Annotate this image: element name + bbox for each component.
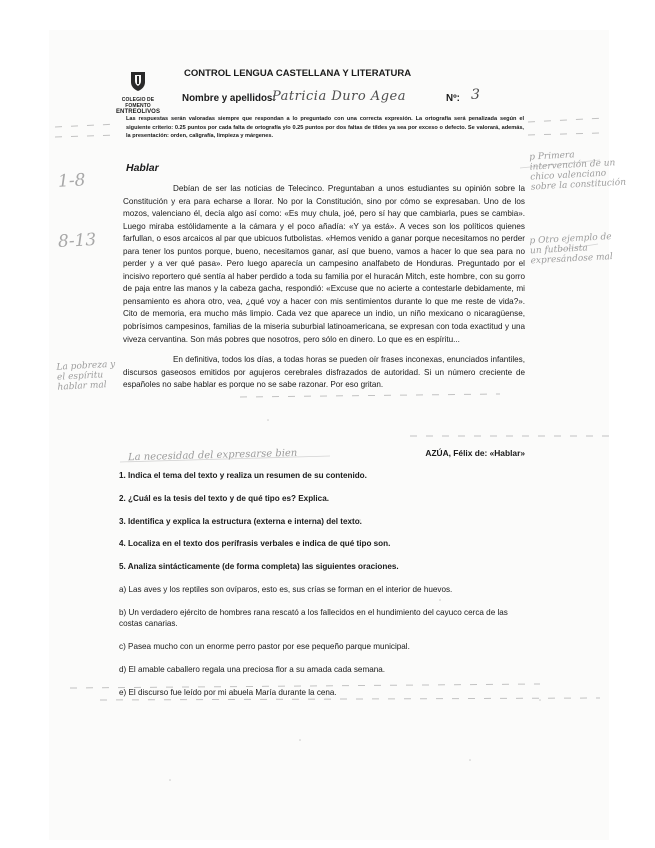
handwritten-bottom-note: La necesidad del expresarse bien [127,447,298,464]
handwritten-right-note-1: p Primera intervención de un chico valenciano sobre la constitución [529,150,627,193]
reading-passage [123,183,525,392]
passage-paragraph: En definitiva, todos los días, a todas horas se pueden oír frases inconexas, enunciados infantiles, discursos gaseosos emitidos por agujeros cerebrales disfrazados de autoridad. Si un número creciente de españoles no sabe hablar es porque no se sabe razonar. Por eso gritan. [123,355,525,390]
school-logo [112,70,164,115]
exam-title: CONTROL LENGUA CASTELLANA Y LITERATURA [184,68,412,79]
handwritten-right-note-2: p Otro ejemplo de un futbolista expresándose mal [529,232,614,267]
question-list [119,470,526,710]
exam-instructions: Las respuestas serán valoradas siempre que respondan a lo preguntado con una correcta expresión. La ortografía será penalizada según el siguiente criterio: 0.25 puntos por cada falta de ortografía y/o 0.25 puntos por dos faltas de tildes ya sea por exceso o defecto. Se valorará, además, la presentación: orden, caligrafía, limpieza y márgenes. [126,116,524,140]
handwritten-range-2: 8-13 [57,230,97,252]
question-item: 1. Indica el tema del texto y realiza un resumen de su contenido. [119,471,367,480]
student-name-handwritten: Patricia Duro Agea [272,89,406,104]
school-logo-line1: COLEGIO DE FOMENTO [121,97,155,109]
student-number-handwritten: 3 [471,87,480,103]
handwritten-range-1: 1-8 [57,170,86,192]
sentence-item: e) El discurso fue leído por mi abuela María durante la cena. [119,687,337,697]
number-label: Nº: [446,93,460,104]
name-label: Nombre y apellidos: [182,93,276,104]
question-item: 3. Identifica y explica la estructura (externa e interna) del texto. [119,516,362,526]
sentence-item: c) Pasea mucho con un enorme perro pastor por ese pequeño parque municipal. [119,641,410,651]
sentence-item: b) Un verdadero ejército de hombres rana rescató a los fallecidos en el hundimiento del cayuco cerca de las costas canarias. [119,607,508,629]
sentence-item: a) Las aves y los reptiles son ovíparos, esto es, sus crías se forman en el interior de huevos. [119,584,453,594]
school-crest-icon [127,70,149,92]
question-item: 5. Analiza sintácticamente (de forma completa) las siguientes oraciones. [119,562,399,572]
section-title: Hablar [126,162,159,174]
handwritten-left-note: La pobreza y el espíritu hablar mal [56,359,116,393]
question-item: 2. ¿Cuál es la tesis del texto y de qué tipo es? Explica. [119,493,329,503]
sentence-item: d) El amable caballero regala una preciosa flor a su amada cada semana. [119,664,386,674]
school-logo-line2: ENTREOLIVOS [115,109,161,115]
passage-paragraph: Debían de ser las noticias de Telecinco. Preguntaban a unos estudiantes su opinión sobre la Constitución y era para echarse a llorar. No por la Constitución, sino por cómo se expresaban. Uno de los mozos, valenciano él, decía algo así como: «Es muy chula, joé, pero sí hay que cambiarla, pues se cambia». Luego miraba estólidamente a la cámara y el poco añadía: «Y ya está». A veces son los políticos quienes farfullan, o esos arcaicos al par que ubicuos futbolistas. «Hemos venido a ganar porque necesitamos no perder para tener los puntos porque, bueno, necesitamos ganar, así que bueno, vamos a hacer lo que sea para no perder y a ver qué pasa». Pero luego aparecía un campesino analfabeto de Honduras. Preguntado por el incisivo reportero qué sentía al haber perdido a toda su familia por el huracán Mitch, este hombre, con su gorro de paja entre las manos y la cabeza gacha, respondió: «Excuse que no acierte a contestarle debidamente, mi pensamiento es ahora otro, vea, ¿qué voy a hacer con mis sentimientos durante lo que me reste de vida?». Cito de memoria, era mucho más limpio. Cada vez que aparece un indio, un niño mexicano o nicaragüense, pobrísimos campesinos, familias de la miseria suburbial latinoamericana, se expresan con toda exactitud y una viveza cervantina. Son más pobres que nosotros, pero sólo en dinero. Lo que es en espíritu... [123,184,525,344]
text-attribution: AZÚA, Félix de: «Hablar» [425,448,525,458]
question-item: 4. Localiza en el texto dos perífrasis verbales e indica de qué tipo son. [119,539,391,549]
